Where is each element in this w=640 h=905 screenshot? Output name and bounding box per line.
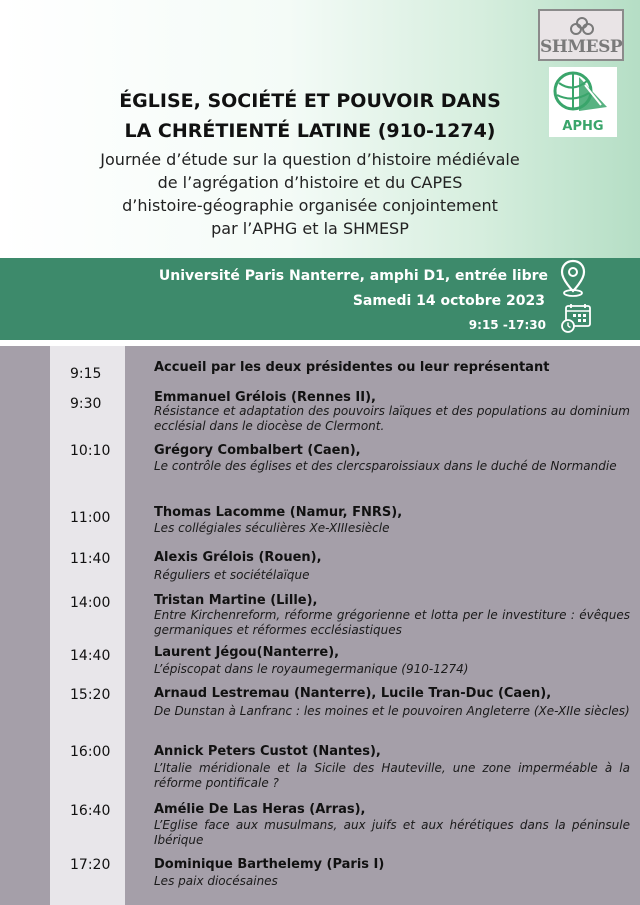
schedule-speaker: Emmanuel Grélois (Rennes II), bbox=[154, 390, 376, 405]
schedule-speaker: Annick Peters Custot (Nantes), bbox=[154, 744, 381, 759]
subtitle-line-1: Journée d’étude sur la question d’histoire médiévale bbox=[100, 150, 520, 169]
schedule-talk-title: Entre Kirchenreform, réforme grégorienne et lotta per le investiture : évêques germaniques et réformes ecclésiastiques bbox=[154, 608, 630, 637]
event-date: Samedi 14 octobre 2023 bbox=[352, 293, 545, 309]
schedule-speaker: Grégory Combalbert (Caen), bbox=[154, 443, 361, 458]
schedule-talk-title: De Dunstan à Lanfranc : les moines et le pouvoiren Angleterre (Xe-XIIe siècles) bbox=[154, 704, 630, 718]
schedule-speaker: Alexis Grélois (Rouen), bbox=[154, 550, 322, 565]
shmesp-logo bbox=[538, 9, 624, 61]
aphg-logo-text: APHG bbox=[562, 119, 604, 134]
schedule-time: 16:00 bbox=[70, 744, 111, 760]
schedule-speaker: Thomas Lacomme (Namur, FNRS), bbox=[154, 505, 403, 520]
schedule-talk-title: L’épiscopat dans le royaumegermanique (910-1274) bbox=[154, 662, 469, 676]
schedule-time: 17:20 bbox=[70, 857, 111, 873]
subtitle bbox=[40, 148, 580, 240]
schedule-time: 16:40 bbox=[70, 803, 111, 819]
schedule-time: 10:10 bbox=[70, 443, 111, 459]
title-line-2: LA CHRÉTIENTÉ LATINE (910-1274) bbox=[124, 120, 496, 142]
subtitle-line-4: par l’APHG et la SHMESP bbox=[211, 219, 409, 238]
aphg-globe-icon bbox=[549, 67, 617, 119]
schedule-talk-title: Le contrôle des églises et des clercsparoissiaux dans le duché de Normandie bbox=[154, 459, 617, 473]
schedule-time: 14:40 bbox=[70, 648, 111, 664]
schedule-time: 14:00 bbox=[70, 595, 111, 611]
schedule-speaker: Amélie De Las Heras (Arras), bbox=[154, 802, 366, 817]
location-pin-icon bbox=[558, 258, 588, 298]
event-location: Université Paris Nanterre, amphi D1, entrée libre bbox=[158, 268, 548, 284]
schedule-time: 15:20 bbox=[70, 687, 111, 703]
calendar-clock-icon bbox=[560, 302, 592, 334]
schedule-speaker: Accueil par les deux présidentes ou leur représentant bbox=[154, 360, 550, 375]
aphg-logo bbox=[549, 67, 617, 137]
schedule-talk-title: Les collégiales séculières Xe-XIIIesiècle bbox=[154, 521, 390, 535]
schedule-time: 11:40 bbox=[70, 551, 111, 567]
event-info-band bbox=[0, 258, 640, 340]
schedule-talk-title: Les paix diocésaines bbox=[154, 874, 278, 888]
schedule-time: 9:15 bbox=[70, 366, 102, 382]
schedule-time: 9:30 bbox=[70, 396, 102, 412]
program-schedule bbox=[0, 346, 640, 905]
schedule-talk-title: L’Italie méridionale et la Sicile des Hauteville, une zone imperméable à la réforme pontificale ? bbox=[154, 761, 630, 790]
schedule-time: 11:00 bbox=[70, 510, 111, 526]
schedule-talk-title: Résistance et adaptation des pouvoirs laïques et des populations au dominium ecclésial dans le diocèse de Clermont. bbox=[154, 404, 630, 433]
schedule-speaker: Arnaud Lestremau (Nanterre), Lucile Tran-Duc (Caen), bbox=[154, 686, 552, 701]
title-line-1: ÉGLISE, SOCIÉTÉ ET POUVOIR DANS bbox=[119, 90, 501, 112]
subtitle-line-2: de l’agrégation d’histoire et du CAPES bbox=[157, 173, 463, 192]
shmesp-logo-text: SHMESP bbox=[540, 37, 623, 57]
schedule-speaker: Dominique Barthelemy (Paris I) bbox=[154, 857, 385, 872]
schedule-speaker: Laurent Jégou(Nanterre), bbox=[154, 645, 340, 660]
schedule-talk-title: L’Eglise face aux musulmans, aux juifs et aux hérétiques dans la péninsule Ibérique bbox=[154, 818, 630, 847]
page-title bbox=[110, 86, 510, 146]
schedule-talk-title: Réguliers et sociétélaïque bbox=[154, 568, 310, 582]
schedule-speaker: Tristan Martine (Lille), bbox=[154, 593, 318, 608]
event-hours: 9:15 -17:30 bbox=[468, 318, 546, 332]
time-column bbox=[50, 346, 125, 905]
subtitle-line-3: d’histoire-géographie organisée conjointement bbox=[122, 196, 498, 215]
header bbox=[0, 0, 640, 258]
